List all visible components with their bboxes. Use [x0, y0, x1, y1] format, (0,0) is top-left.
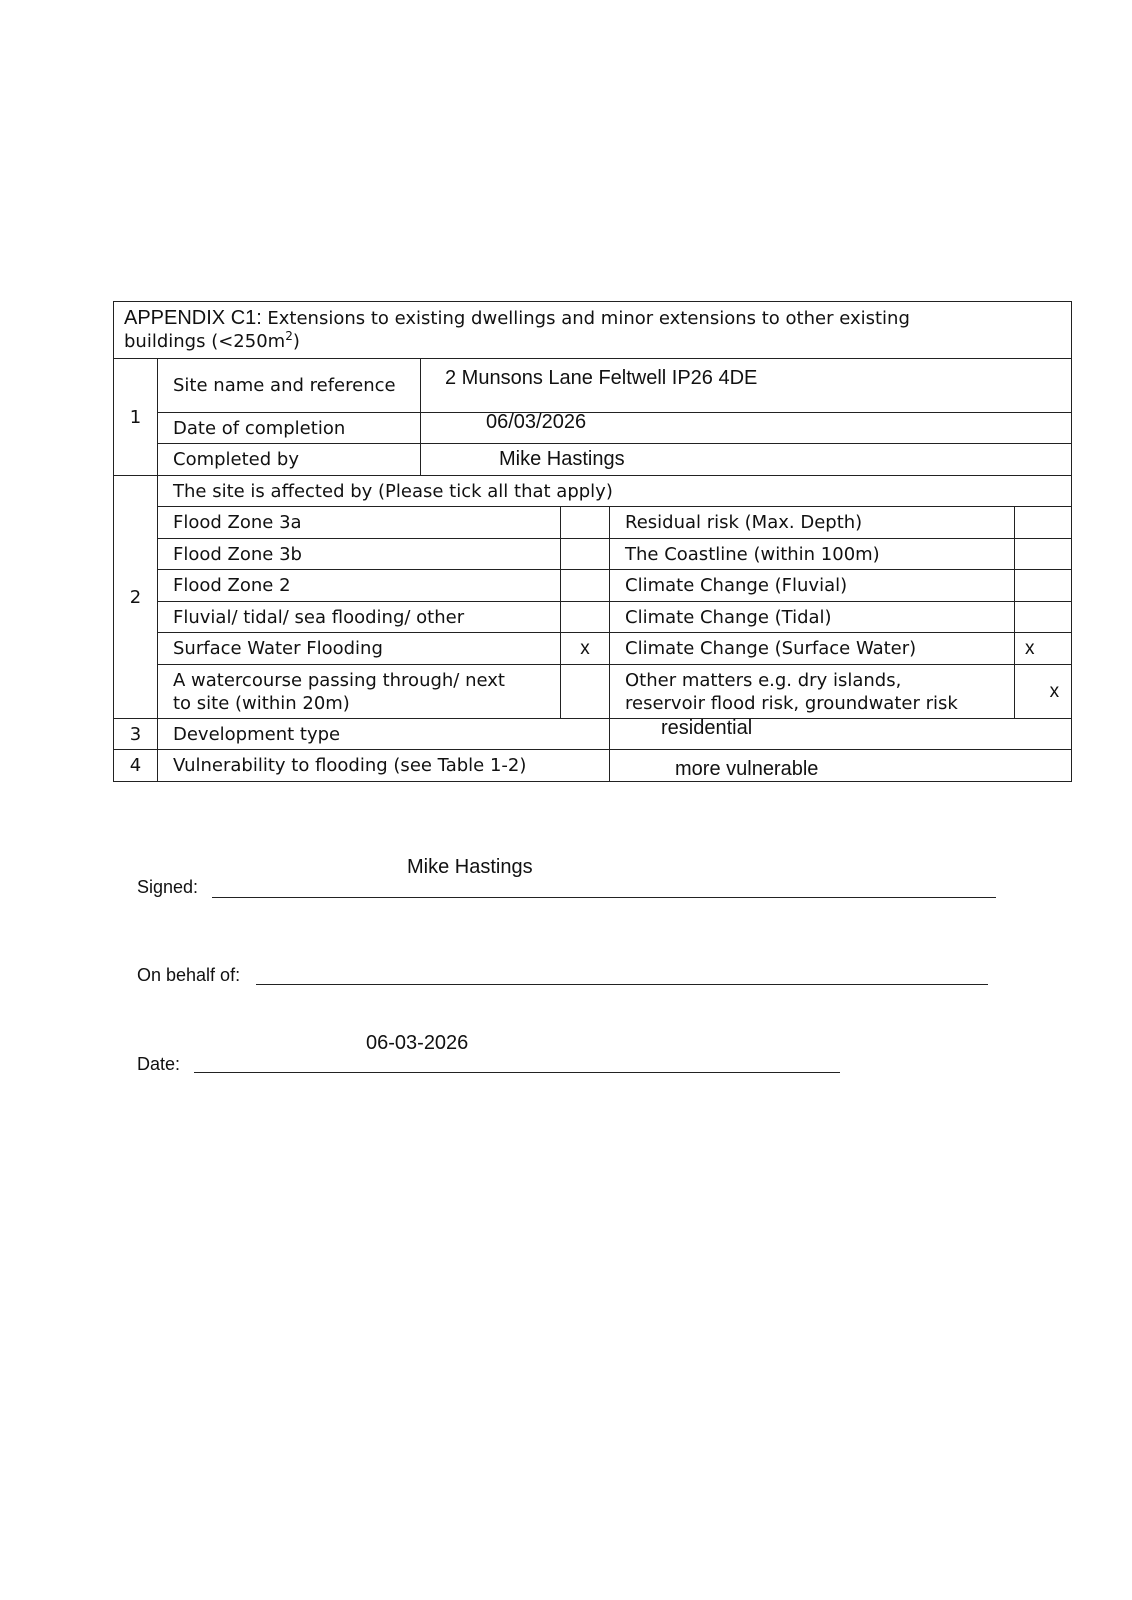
- flood-zone-2-label: Flood Zone 2: [158, 570, 561, 602]
- watercourse-label-line1: A watercourse passing through/ next: [173, 669, 505, 691]
- watercourse-tick[interactable]: [561, 665, 610, 719]
- title-text: Extensions to existing dwellings and minor extensions to other existing: [267, 308, 910, 329]
- signed-label: Signed:: [137, 877, 199, 897]
- climate-change-fluvial-label: Climate Change (Fluvial): [610, 570, 1015, 602]
- climate-change-tidal-label: Climate Change (Tidal): [610, 602, 1015, 633]
- section-number-3: 3: [114, 719, 158, 750]
- climate-change-tidal-tick[interactable]: [1015, 602, 1072, 633]
- vulnerability-value[interactable]: more vulnerable: [610, 750, 1072, 782]
- fluvial-tidal-sea-tick[interactable]: [561, 602, 610, 633]
- surface-water-flooding-label: Surface Water Flooding: [158, 633, 561, 665]
- development-type-value[interactable]: residential: [610, 719, 1072, 750]
- flood-zone-2-tick[interactable]: [561, 570, 610, 602]
- date-of-completion-label: Date of completion: [158, 413, 421, 444]
- title-text-line2: buildings (<250m: [124, 331, 286, 352]
- completed-by-label: Completed by: [158, 444, 421, 476]
- date-label: Date:: [137, 1054, 181, 1074]
- section-number-2: 2: [114, 476, 158, 719]
- watercourse-label: [158, 665, 561, 719]
- residual-risk-tick[interactable]: [1015, 507, 1072, 539]
- title-close: ): [292, 331, 300, 352]
- residual-risk-label: Residual risk (Max. Depth): [610, 507, 1015, 539]
- appendix-c1-form: [113, 301, 1072, 782]
- other-matters-label-line1: Other matters e.g. dry islands,: [625, 669, 902, 691]
- surface-water-flooding-tick[interactable]: x: [561, 633, 610, 665]
- flood-zone-3b-label: Flood Zone 3b: [158, 539, 561, 570]
- section-number-4: 4: [114, 750, 158, 782]
- completed-by-value[interactable]: Mike Hastings: [421, 444, 1072, 476]
- date-line: [194, 1072, 840, 1073]
- section-number-1: 1: [114, 359, 158, 476]
- climate-change-surface-water-tick[interactable]: x: [1015, 633, 1072, 665]
- site-name-value[interactable]: 2 Munsons Lane Feltwell IP26 4DE: [421, 359, 1072, 413]
- site-name-label: Site name and reference: [158, 359, 421, 413]
- site-affected-heading: The site is affected by (Please tick all that apply): [158, 476, 1072, 507]
- coastline-label: The Coastline (within 100m): [610, 539, 1015, 570]
- form-title: [114, 302, 1072, 359]
- coastline-tick[interactable]: [1015, 539, 1072, 570]
- flood-zone-3a-tick[interactable]: [561, 507, 610, 539]
- other-matters-label: [610, 665, 1015, 719]
- flood-zone-3b-tick[interactable]: [561, 539, 610, 570]
- on-behalf-of-line: [256, 984, 988, 985]
- on-behalf-of-label: On behalf of:: [137, 965, 241, 985]
- signed-line: [212, 897, 996, 898]
- vulnerability-label: Vulnerability to flooding (see Table 1-2): [158, 750, 610, 782]
- other-matters-label-line2: reservoir flood risk, groundwater risk: [625, 692, 958, 714]
- date-of-completion-value[interactable]: 06/03/2026: [421, 413, 1072, 444]
- fluvial-tidal-sea-label: Fluvial/ tidal/ sea flooding/ other: [158, 602, 561, 633]
- climate-change-surface-water-label: Climate Change (Surface Water): [610, 633, 1015, 665]
- date-value[interactable]: 06-03-2026: [366, 1032, 469, 1054]
- watercourse-label-line2: to site (within 20m): [173, 692, 350, 714]
- title-superscript: 2: [285, 329, 293, 343]
- other-matters-tick[interactable]: x: [1015, 665, 1072, 719]
- signed-value[interactable]: Mike Hastings: [407, 856, 533, 878]
- title-prefix: APPENDIX C1:: [124, 307, 268, 329]
- climate-change-fluvial-tick[interactable]: [1015, 570, 1072, 602]
- flood-zone-3a-label: Flood Zone 3a: [158, 507, 561, 539]
- development-type-label: Development type: [158, 719, 610, 750]
